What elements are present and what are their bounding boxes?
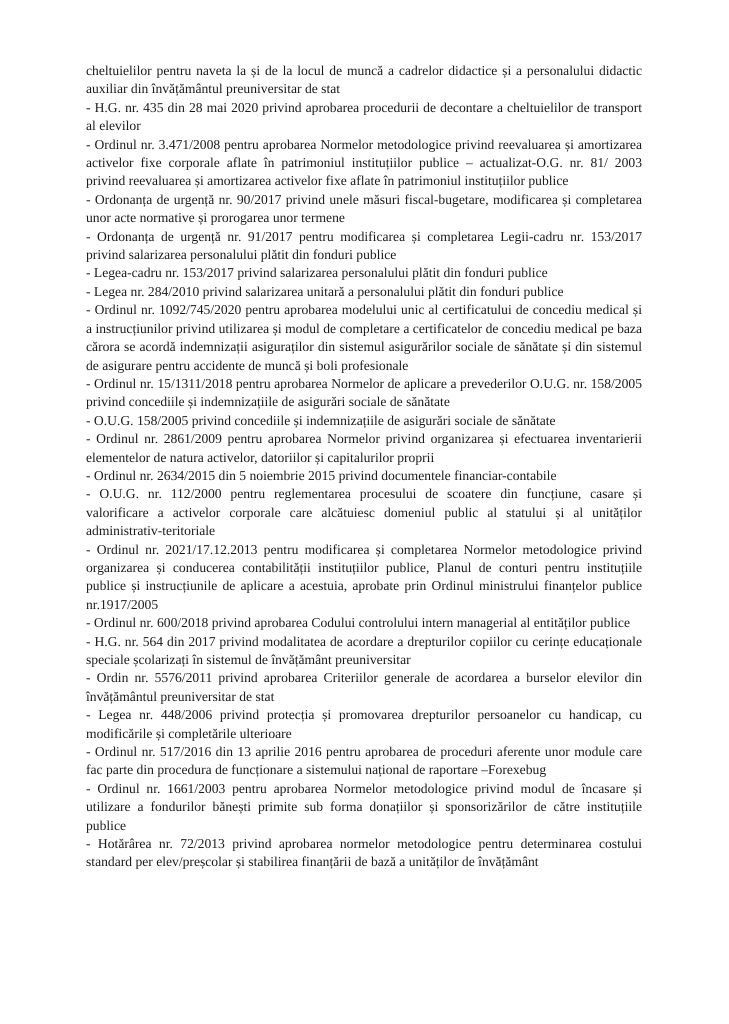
document-page [86, 62, 642, 872]
list-item: - Ordinul nr. 2021/17.12.2013 pentru modificarea și completarea Normelor metodologice privind organizarea și conducerea contabilității instituțiilor publice, Planul de conturi pentru instituțiile publice și instrucțiunile de aplicare a acestuia, aprobate prin Ordinul ministrului finanțelor publice nr.1917/2005 [86, 541, 642, 612]
list-item: - O.U.G. 158/2005 privind concediile și indemnizațiile de asigurări sociale de sănătate [86, 412, 556, 428]
paragraph-continuation: cheltuielilor pentru naveta la și de la locul de muncă a cadrelor didactice și a personalului didactic auxiliar din învățământul preuniversitar de stat [86, 63, 642, 97]
list-item: - Legea-cadru nr. 153/2017 privind salarizarea personalului plătit din fonduri publice [86, 265, 548, 281]
list-item: - Ordonanța de urgență nr. 90/2017 privind unele măsuri fiscal-bugetare, modificarea și completarea unor acte normative și prorogarea unor termene [86, 191, 642, 226]
list-item: - Legea nr. 448/2006 privind protecția și promovarea drepturilor persoanelor cu handicap, cu modificările și completările ulterioare [86, 707, 642, 741]
list-item: - Ordinul nr. 15/1311/2018 pentru aprobarea Normelor de aplicare a prevederilor O.U.G. nr. 158/2005 privind concediile și indemnizațiile de asigurări sociale de sănătate [86, 375, 642, 410]
list-item: - Ordinul nr. 1661/2003 pentru aprobarea Normelor metodologice privind modul de încasare și utilizare a fondurilor bănești primite sub forma donațiilor și sponsorizărilor de către instituțiile publice [86, 780, 642, 833]
list-item: - Ordin nr. 5576/2011 privind aprobarea Criteriilor generale de acordarea a burselor elevilor din învățământul preuniversitar de stat [86, 670, 642, 704]
list-item: - Ordinul nr. 2634/2015 din 5 noiembrie 2015 privind documentele financiar-contabile [86, 467, 557, 483]
list-item: - Ordinul nr. 600/2018 privind aprobarea Codului controlului intern managerial al entităților publice [86, 615, 630, 631]
list-item: - H.G. nr. 435 din 28 mai 2020 privind aprobarea procedurii de decontare a cheltuielilor de transport al elevilor [86, 99, 642, 134]
list-item: - Ordinul nr. 2861/2009 pentru aprobarea Normelor privind organizarea și efectuarea inventarierii elementelor de natura activelor, datoriilor și capitalurilor proprii [86, 431, 642, 465]
list-item: - Ordinul nr. 1092/745/2020 pentru aprobarea modelului unic al certificatului de concediu medical și a instrucțiunilor privind utilizarea și modul de completare a certificatelor de concediu medical pe baza cărora se acordă indemnizații asiguraților din sistemul asigurărilor sociale de sănătate și din sistemul de asigurare pentru accidente de muncă și boli profesionale [86, 302, 642, 373]
list-item: - O.U.G. nr. 112/2000 pentru reglementarea procesului de scoatere din funcțiune, casare și valorificare a activelor corporale care alcătuiesc domeniul public al statului și al unităților administrativ-teritoriale [86, 486, 642, 539]
list-item: - Legea nr. 284/2010 privind salarizarea unitară a personalului plătit din fonduri publice [86, 283, 564, 299]
list-item: - Ordinul nr. 3.471/2008 pentru aprobarea Normelor metodologice privind reevaluarea și amortizarea activelor fixe corporale aflate în patrimoniul instituțiilor publice – actualizat-O.G. nr. 81/ 2003 privind reevaluarea și amortizarea activelor fixe aflate în patrimoniul instituțiilor publice [86, 136, 642, 189]
list-item: - H.G. nr. 564 din 2017 privind modalitatea de acordare a drepturilor copiilor cu cerințe educaționale speciale școlarizați în sistemul de învățământ preuniversitar [86, 633, 642, 667]
list-item: - Ordonanța de urgență nr. 91/2017 pentru modificarea și completarea Legii-cadru nr. 153/2017 privind salarizarea personalului plătit din fonduri publice [86, 228, 642, 263]
list-item: - Hotărârea nr. 72/2013 privind aprobarea normelor metodologice pentru determinarea costului standard per elev/preșcolar și stabilirea finanțării de bază a unităților de învățământ [86, 836, 642, 870]
list-item: - Ordinul nr. 517/2016 din 13 aprilie 2016 pentru aprobarea de proceduri aferente unor module care fac parte din procedura de funcționare a sistemului național de raportare –Forexebug [86, 744, 642, 778]
